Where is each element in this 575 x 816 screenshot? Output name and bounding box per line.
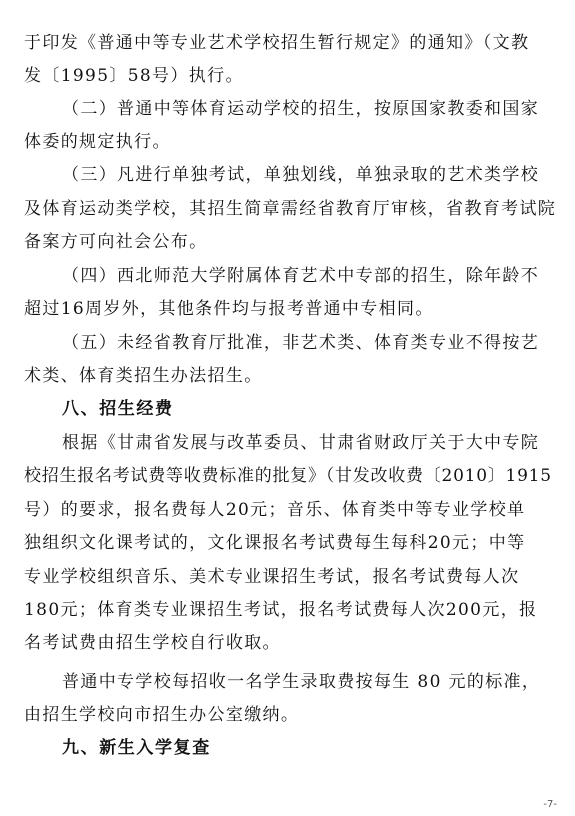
paragraph-line: 于印发《普通中等专业艺术学校招生暂行规定》的通知》（文教 [24,33,530,53]
paragraph-line: 普通中专学校每招收一名学生录取费按每生 80 元的标准， [62,672,541,692]
paragraph-line: 校招生报名考试费等收费标准的批复》（甘发改收费〔2010〕1915 [24,466,552,486]
section-heading-8: 八、招生经费 [62,399,174,419]
paragraph-line: 术类、体育类招生办法招生。 [24,366,263,386]
paragraph-line: 体委的规定执行。 [24,132,171,152]
paragraph-line: 专业学校组织音乐、美术专业课招生考试，报名考试费每人次 [24,567,520,587]
paragraph-line: 超过16周岁外，其他条件均与报考普通中专相同。 [24,299,434,319]
paragraph-line: 180元；体育类专业课招生考试，报名考试费每人次200元，报 [24,600,538,620]
paragraph-line: （四）西北师范大学附属体育艺术中专部的招生，除年龄不 [62,266,540,286]
paragraph-line: 号）的要求，报名费每人20元；音乐、体育类中等专业学校单 [24,500,526,520]
section-heading-9: 九、新生入学复查 [62,738,211,758]
paragraph-line: 由招生学校向市招生办公室缴纳。 [24,705,300,725]
paragraph-line: （二）普通中等体育运动学校的招生，按原国家教委和国家 [62,99,540,119]
paragraph-line: （五）未经省教育厅批准，非艺术类、体育类专业不得按艺 [62,333,540,353]
page-number: -7- [543,799,557,810]
paragraph-line: 根据《甘肃省发展与改革委员、甘肃省财政厅关于大中专院 [62,433,540,453]
paragraph-line: 发〔1995〕58号）执行。 [24,66,244,86]
paragraph-line: 独组织文化课考试的，文化课报名考试费每生每科20元；中等 [24,533,526,553]
paragraph-line: 备案方可向社会公布。 [24,232,208,252]
paragraph-line: （三）凡进行单独考试，单独划线，单独录取的艺术类学校 [62,165,540,185]
paragraph-line: 及体育运动类学校，其招生简章需经省教育厅审核，省教育考试院 [24,199,557,219]
paragraph-line: 名考试费由招生学校自行收取。 [24,633,281,653]
